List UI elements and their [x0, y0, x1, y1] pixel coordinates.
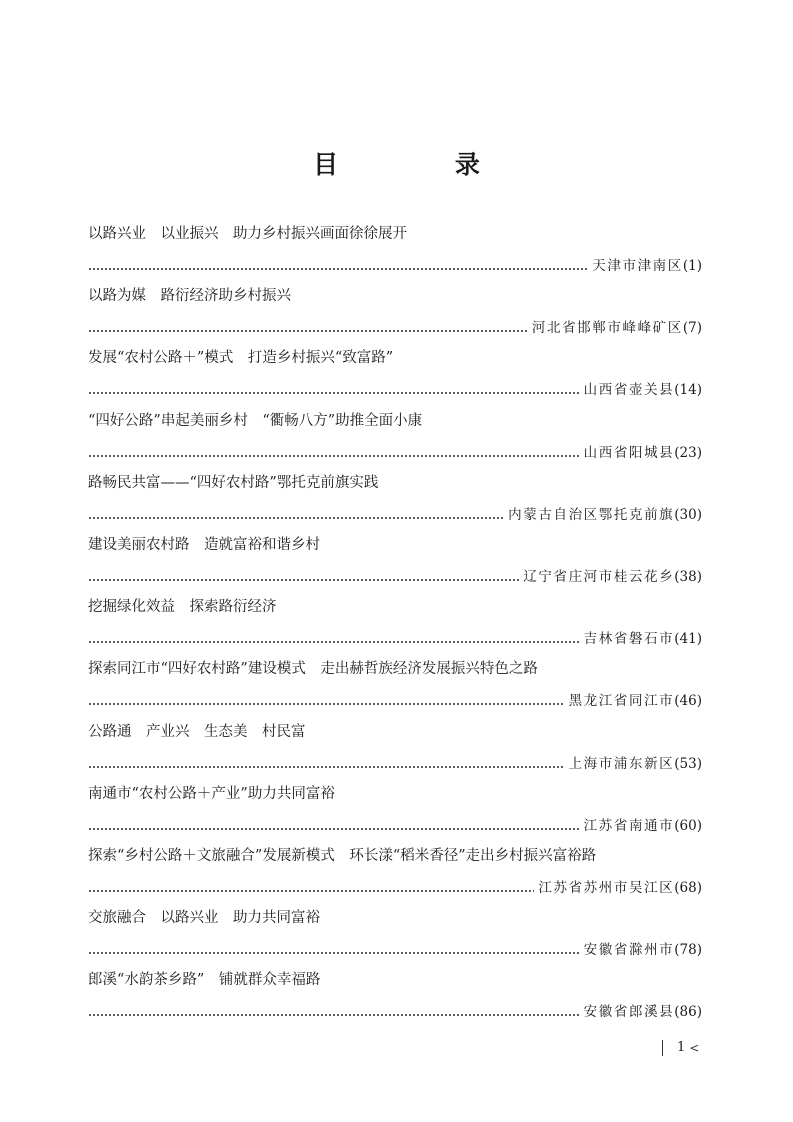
dot-leader: [88, 828, 580, 830]
toc-entry-page: (41): [674, 631, 702, 648]
toc-entry-location: 吉林省磐石市: [583, 631, 675, 648]
dot-leader: [88, 703, 565, 705]
toc-entry[interactable]: [88, 220, 702, 282]
toc-entry[interactable]: [88, 407, 702, 469]
toc-entry-page: (78): [674, 942, 702, 959]
toc-entry-line: [88, 628, 702, 650]
toc-entry-page: (60): [674, 817, 702, 834]
toc-entry-page: (14): [674, 382, 702, 399]
toc-entry[interactable]: [88, 904, 702, 966]
toc-entry-line: [88, 690, 702, 712]
toc-entry-title[interactable]: 交旅融合 以路兴业 助力共同富裕: [88, 910, 320, 927]
table-of-contents: [88, 220, 702, 1028]
toc-entry-location: 天津市津南区: [592, 258, 683, 274]
toc-entry-title[interactable]: 南通市“农村公路＋产业”助力共同富裕: [88, 785, 335, 802]
toc-entry-line: [88, 939, 702, 961]
toc-entry-page: (1): [682, 258, 702, 274]
dot-leader: [88, 330, 528, 332]
toc-entry-title[interactable]: 探索同江市“四好农村路”建设模式 走出赫哲族经济发展振兴特色之路: [88, 661, 538, 678]
dot-leader: [88, 268, 588, 270]
toc-entry-page: (46): [674, 693, 702, 710]
toc-entry[interactable]: [88, 344, 702, 406]
toc-entry[interactable]: [88, 469, 702, 531]
toc-entry-line: [88, 1001, 702, 1023]
toc-entry-title[interactable]: 探索“乡村公路＋文旅融合”发展新模式 环长漾“稻米香径”走出乡村振兴富裕路: [88, 847, 597, 864]
toc-entry-title[interactable]: 发展“农村公路＋”模式 打造乡村振兴“致富路”: [88, 350, 394, 367]
toc-entry-page: (68): [674, 879, 702, 896]
dot-leader: [88, 517, 504, 519]
toc-entry[interactable]: [88, 655, 702, 717]
toc-entry-location: 内蒙古自治区鄂托克前旗: [508, 506, 675, 523]
toc-entry-title[interactable]: 挖掘绿化效益 探索路衍经济: [88, 599, 277, 616]
toc-entry-title[interactable]: 路畅民共富——“四好农村路”鄂托克前旗实践: [88, 474, 379, 491]
toc-entry-page: (7): [682, 320, 702, 337]
toc-entry-line: [88, 255, 702, 277]
toc-entry-title[interactable]: “四好公路”串起美丽乡村 “衢畅八方”助推全面小康: [88, 412, 423, 429]
toc-entry[interactable]: [88, 593, 702, 655]
dot-leader: [88, 1014, 580, 1016]
toc-entry-location: 河北省邯郸市峰峰矿区: [531, 320, 683, 337]
toc-entry-location: 山西省壶关县: [583, 382, 675, 399]
toc-entry-page: (38): [674, 568, 702, 585]
toc-entry-line: [88, 442, 702, 464]
footer-arrow-icon: <: [689, 1041, 700, 1055]
footer-divider: [662, 1040, 663, 1056]
toc-entry-location: 安徽省郎溪县: [583, 1004, 675, 1021]
dot-leader: [88, 890, 534, 892]
dot-leader: [88, 392, 580, 394]
toc-entry-title[interactable]: 以路为媒 路衍经济助乡村振兴: [88, 288, 291, 305]
toc-entry-line: [88, 877, 702, 899]
toc-entry-line: [88, 504, 702, 526]
toc-entry[interactable]: [88, 531, 702, 593]
toc-entry-location: 江苏省苏州市吴江区: [538, 879, 675, 896]
toc-entry-line: [88, 815, 702, 837]
toc-entry[interactable]: [88, 780, 702, 842]
toc-entry-line: [88, 753, 702, 775]
dot-leader: [88, 952, 580, 954]
toc-entry-page: (86): [674, 1004, 702, 1021]
toc-entry-location: 山西省阳城县: [583, 444, 675, 461]
page-number: 1: [677, 1040, 686, 1055]
dot-leader: [88, 579, 519, 581]
toc-entry-page: (53): [674, 755, 702, 772]
toc-entry[interactable]: [88, 718, 702, 780]
toc-entry-title[interactable]: 以路兴业 以业振兴 助力乡村振兴画面徐徐展开: [88, 226, 407, 242]
toc-entry-line: [88, 379, 702, 401]
toc-entry[interactable]: [88, 282, 702, 344]
toc-entry-location: 安徽省滁州市: [583, 942, 675, 959]
toc-entry-location: 上海市浦东新区: [568, 755, 675, 772]
toc-entry-location: 黑龙江省同江市: [568, 693, 675, 710]
toc-entry-title[interactable]: 郎溪“水韵茶乡路” 铺就群众幸福路: [88, 972, 321, 989]
toc-entry-location: 江苏省南通市: [583, 817, 675, 834]
toc-entry[interactable]: [88, 842, 702, 904]
toc-entry-page: (23): [674, 444, 702, 461]
toc-entry-line: [88, 566, 702, 588]
dot-leader: [88, 766, 565, 768]
toc-entry-title[interactable]: 公路通 产业兴 生态美 村民富: [88, 723, 306, 740]
toc-entry-page: (30): [674, 506, 702, 523]
page-footer: [662, 1038, 699, 1058]
toc-entry-location: 辽宁省庄河市桂云花乡: [523, 568, 675, 585]
dot-leader: [88, 641, 580, 643]
dot-leader: [88, 455, 580, 457]
toc-entry[interactable]: [88, 966, 702, 1028]
toc-entry-line: [88, 317, 702, 339]
page-title: 目 录: [313, 150, 534, 179]
toc-entry-title[interactable]: 建设美丽农村路 造就富裕和谐乡村: [88, 536, 320, 553]
